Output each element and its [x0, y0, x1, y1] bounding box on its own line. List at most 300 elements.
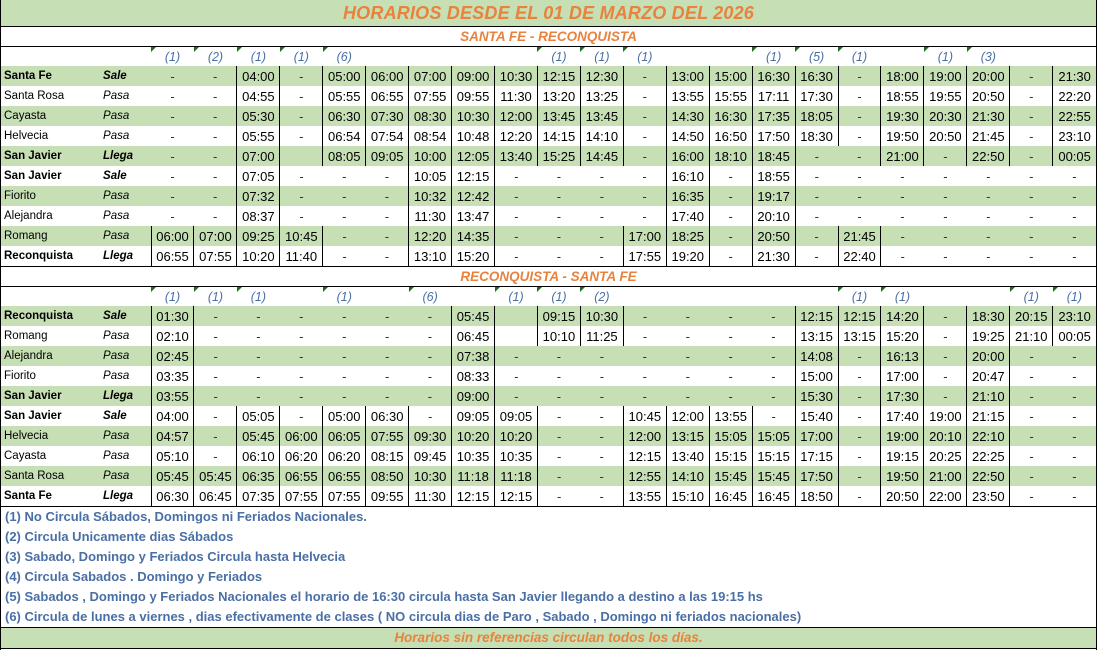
- time-cell: 06:55: [280, 466, 323, 486]
- time-cell: 10:30: [580, 306, 623, 326]
- time-cell: 22:50: [967, 146, 1010, 166]
- table-row: [1, 86, 1096, 106]
- station-name: Santa Fe: [1, 486, 101, 507]
- time-cell: -: [838, 186, 881, 206]
- time-cell: 09:55: [366, 486, 409, 507]
- time-cell: 12:05: [452, 146, 495, 166]
- station-name: Santa Rosa: [1, 466, 101, 486]
- table-row: [1, 426, 1096, 446]
- table-row: [1, 406, 1096, 426]
- time-cell: -: [323, 306, 366, 326]
- time-cell: -: [537, 486, 580, 507]
- time-cell: 08:30: [409, 106, 452, 126]
- time-cell: -: [1010, 446, 1053, 466]
- table-row: [1, 346, 1096, 366]
- stop-action: Pasa: [101, 186, 151, 206]
- time-cell: -: [924, 226, 967, 246]
- time-cell: 05:30: [237, 106, 280, 126]
- time-cell: -: [323, 226, 366, 246]
- station-name: San Javier: [1, 386, 101, 406]
- time-cell: 07:05: [237, 166, 280, 186]
- time-cell: -: [838, 146, 881, 166]
- time-cell: -: [881, 226, 924, 246]
- time-cell: -: [580, 346, 623, 366]
- time-cell: -: [1010, 426, 1053, 446]
- time-cell: 13:47: [452, 206, 495, 226]
- time-cell: -: [1029, 208, 1034, 224]
- time-cell: 15:55: [709, 86, 752, 106]
- time-cell: 13:15: [666, 426, 709, 446]
- time-cell: -: [194, 366, 237, 386]
- footnote-reference: [452, 287, 495, 306]
- time-cell: 16:13: [881, 346, 924, 366]
- time-cell: 09:00: [452, 386, 495, 406]
- time-cell: -: [213, 168, 218, 184]
- footnote: (2) Circula Unicamente dias Sábados: [5, 529, 234, 544]
- time-cell: -: [409, 346, 452, 366]
- time-cell: 12:15: [623, 446, 666, 466]
- time-cell: -: [1072, 408, 1077, 424]
- time-cell: 15:45: [709, 466, 752, 486]
- time-cell: 15:05: [752, 426, 795, 446]
- time-cell: -: [752, 346, 795, 366]
- table-row: [1, 146, 1096, 166]
- time-cell: 12:15: [795, 306, 838, 326]
- time-cell: -: [194, 446, 237, 466]
- footnote: (4) Circula Sabados . Domingo y Feriados: [5, 569, 263, 584]
- time-cell: -: [556, 368, 562, 384]
- time-cell: -: [495, 206, 538, 226]
- stop-action: Sale: [103, 170, 127, 182]
- time-cell: -: [838, 106, 881, 126]
- time-cell: 16:50: [709, 126, 752, 146]
- table-row: [1, 226, 1096, 246]
- time-cell: 10:30: [452, 106, 495, 126]
- time-cell: 06:00: [366, 66, 409, 86]
- station-name: Cayasta: [1, 106, 101, 126]
- time-cell: 16:45: [709, 486, 752, 507]
- footnote-reference: [881, 47, 924, 66]
- time-cell: 14:30: [666, 106, 709, 126]
- time-cell: -: [237, 386, 280, 406]
- time-cell: -: [599, 208, 605, 224]
- table-row: [1, 186, 1096, 206]
- time-cell: -: [1010, 346, 1053, 366]
- time-cell: 12:55: [623, 466, 666, 486]
- time-cell: 21:45: [967, 126, 1010, 146]
- stop-action: Llega: [101, 486, 151, 507]
- time-cell: 00:05: [1053, 326, 1096, 346]
- time-cell: 07:35: [237, 486, 280, 507]
- time-cell: -: [795, 206, 838, 226]
- time-cell: -: [709, 246, 752, 267]
- footnote: (6) Circula de lunes a viernes , dias efectivamente de clases ( NO circula dias de Paro , Sabado , Domingo ni feriados nacionales): [5, 609, 802, 624]
- time-cell: 10:30: [409, 466, 452, 486]
- time-cell: 19:25: [967, 326, 1010, 346]
- time-cell: 22:20: [1053, 86, 1096, 106]
- time-cell: -: [1010, 146, 1053, 166]
- time-cell: 08:37: [237, 206, 280, 226]
- time-cell: 06:55: [323, 466, 366, 486]
- station-name: Helvecia: [4, 130, 49, 142]
- time-cell: -: [771, 368, 776, 384]
- time-cell: -: [642, 208, 647, 224]
- time-cell: 21:10: [967, 386, 1010, 406]
- time-cell: 03:35: [151, 366, 194, 386]
- time-cell: [495, 326, 538, 346]
- time-cell: -: [666, 386, 709, 406]
- time-cell: 19:15: [881, 446, 924, 466]
- footnote-reference: [366, 47, 409, 66]
- time-cell: 16:30: [795, 66, 838, 86]
- time-cell: 20:25: [924, 446, 967, 466]
- time-cell: -: [623, 386, 666, 406]
- time-cell: -: [709, 306, 752, 326]
- time-cell: 12:42: [452, 186, 495, 206]
- time-cell: -: [1053, 226, 1096, 246]
- time-cell: 19:50: [881, 466, 924, 486]
- footnote-reference: (1): [838, 287, 881, 306]
- time-cell: -: [1053, 346, 1096, 366]
- time-cell: 13:45: [537, 106, 580, 126]
- table-row: [1, 66, 1096, 86]
- time-cell: -: [237, 306, 280, 326]
- time-cell: -: [924, 246, 967, 267]
- footnote-reference: (6): [409, 287, 452, 306]
- time-cell: 04:00: [237, 66, 280, 86]
- time-cell: -: [599, 448, 604, 464]
- time-cell: -: [709, 186, 752, 206]
- time-cell: -: [537, 346, 580, 366]
- table-row: [1, 386, 1096, 406]
- time-cell: 12:20: [495, 126, 538, 146]
- time-cell: -: [709, 226, 752, 246]
- time-cell: 17:00: [881, 366, 924, 386]
- time-cell: 07:30: [366, 106, 409, 126]
- time-cell: 12:15: [537, 66, 580, 86]
- station-name: Santa Fe: [1, 66, 101, 86]
- time-cell: -: [280, 106, 323, 126]
- time-cell: 03:55: [151, 386, 194, 406]
- time-cell: -: [838, 406, 881, 426]
- table-row: [1, 486, 1096, 507]
- time-cell: -: [623, 186, 666, 206]
- time-cell: -: [666, 306, 709, 326]
- footnote-reference: [366, 287, 409, 306]
- time-cell: -: [1010, 366, 1053, 386]
- time-cell: -: [580, 486, 623, 507]
- time-cell: 14:50: [666, 126, 709, 146]
- time-cell: 01:30: [151, 306, 194, 326]
- table-row: [1, 206, 1096, 226]
- time-cell: 20:50: [924, 126, 967, 146]
- time-cell: 13:20: [537, 86, 580, 106]
- time-cell: 21:30: [967, 106, 1010, 126]
- time-cell: -: [795, 226, 838, 246]
- stop-action: Pasa: [103, 130, 130, 142]
- blank-cell: [1, 47, 101, 66]
- time-cell: 09:25: [237, 226, 280, 246]
- time-cell: -: [580, 426, 623, 446]
- time-cell: -: [170, 168, 175, 184]
- time-cell: -: [900, 208, 905, 224]
- time-cell: -: [323, 186, 366, 206]
- footnote-reference: (1): [495, 287, 538, 306]
- time-cell: 20:30: [924, 106, 967, 126]
- time-cell: 15:10: [666, 486, 709, 507]
- time-cell: 23:50: [967, 486, 1010, 507]
- time-cell: -: [795, 186, 838, 206]
- footnote-reference: [795, 287, 838, 306]
- time-cell: 15:30: [795, 386, 838, 406]
- time-cell: 06:30: [323, 106, 366, 126]
- time-cell: -: [280, 306, 323, 326]
- time-cell: -: [986, 208, 991, 224]
- footnote-reference: (1): [838, 47, 881, 66]
- time-cell: -: [495, 166, 538, 186]
- time-cell: -: [642, 368, 647, 384]
- time-cell: -: [623, 86, 666, 106]
- time-cell: 06:55: [366, 86, 409, 106]
- timetable-section: [1, 27, 1096, 267]
- time-cell: 14:20: [881, 306, 924, 326]
- table-row: [1, 326, 1096, 346]
- time-cell: -: [623, 146, 666, 166]
- time-cell: 13:15: [838, 326, 881, 346]
- time-cell: -: [280, 206, 323, 226]
- time-cell: 20:00: [967, 66, 1010, 86]
- time-cell: -: [1010, 486, 1053, 507]
- time-cell: -: [366, 386, 409, 406]
- time-cell: 10:10: [537, 326, 580, 346]
- time-cell: 15:40: [795, 406, 838, 426]
- time-cell: 13:00: [666, 66, 709, 86]
- time-cell: 06:00: [151, 226, 194, 246]
- time-cell: 12:00: [495, 106, 538, 126]
- time-cell: -: [924, 146, 967, 166]
- time-cell: 09:05: [452, 406, 495, 426]
- time-cell: 06:10: [237, 446, 280, 466]
- time-cell: 17:35: [752, 106, 795, 126]
- time-cell: -: [580, 186, 623, 206]
- time-cell: -: [495, 366, 538, 386]
- time-cell: -: [237, 346, 280, 366]
- footnote: (5) Sabados , Domingo y Feriados Nacionales el horario de 16:30 circula hasta San Javier llegando a destino a las 19:15 hs: [5, 589, 763, 604]
- time-cell: -: [666, 346, 709, 366]
- time-cell: -: [623, 306, 666, 326]
- time-cell: -: [924, 326, 967, 346]
- time-cell: -: [384, 168, 390, 184]
- time-cell: 07:55: [194, 246, 237, 267]
- time-cell: -: [409, 306, 452, 326]
- time-cell: -: [838, 366, 881, 386]
- time-cell: -: [580, 246, 623, 267]
- time-cell: -: [495, 186, 538, 206]
- time-cell: -: [1010, 186, 1053, 206]
- station-name: Santa Rosa: [4, 90, 65, 102]
- time-cell: -: [838, 126, 881, 146]
- time-cell: 09:55: [452, 86, 495, 106]
- station-name: Helvecia: [1, 426, 101, 446]
- time-cell: -: [366, 346, 409, 366]
- footnote-reference-row: [1, 47, 1096, 66]
- time-cell: 07:00: [194, 226, 237, 246]
- time-cell: -: [623, 66, 666, 86]
- time-cell: 06:05: [323, 426, 366, 446]
- time-cell: -: [537, 446, 580, 466]
- time-cell: -: [194, 406, 237, 426]
- footnote-reference: (1): [924, 47, 967, 66]
- time-cell: 06:20: [280, 446, 323, 466]
- time-cell: 00:05: [1053, 146, 1096, 166]
- table-row: [1, 446, 1096, 466]
- time-cell: -: [495, 226, 538, 246]
- time-cell: -: [623, 326, 666, 346]
- time-cell: -: [256, 328, 261, 344]
- blank-cell: [101, 47, 151, 66]
- time-cell: -: [728, 328, 733, 344]
- footnote-reference: [752, 287, 795, 306]
- time-cell: 10:00: [409, 146, 452, 166]
- time-cell: -: [366, 306, 409, 326]
- time-cell: -: [280, 166, 323, 186]
- time-cell: -: [299, 368, 304, 384]
- time-cell: -: [881, 246, 924, 267]
- table-row: [1, 246, 1096, 267]
- time-cell: -: [170, 208, 175, 224]
- time-cell: 12:20: [409, 226, 452, 246]
- time-cell: 05:05: [237, 406, 280, 426]
- footnote-reference: (1): [280, 47, 323, 66]
- time-cell: 05:10: [151, 446, 194, 466]
- time-cell: -: [299, 328, 304, 344]
- footnote-reference: (3): [967, 47, 1010, 66]
- time-cell: -: [924, 346, 967, 366]
- time-cell: -: [1072, 448, 1077, 464]
- time-cell: 21:00: [881, 146, 924, 166]
- time-cell: -: [752, 386, 795, 406]
- footnote-reference: [623, 287, 666, 306]
- stop-action: Pasa: [103, 330, 130, 342]
- footnote-reference: [495, 47, 538, 66]
- time-cell: -: [857, 168, 862, 184]
- time-cell: -: [385, 368, 390, 384]
- time-cell: 14:10: [666, 466, 709, 486]
- time-cell: -: [771, 328, 776, 344]
- time-cell: 04:00: [151, 406, 194, 426]
- time-cell: -: [1072, 368, 1077, 384]
- footnote-reference: [709, 287, 752, 306]
- time-cell: 04:55: [237, 86, 280, 106]
- time-cell: -: [623, 346, 666, 366]
- time-cell: -: [795, 146, 838, 166]
- time-cell: -: [495, 386, 538, 406]
- time-cell: -: [752, 406, 795, 426]
- time-cell: -: [642, 168, 647, 184]
- time-cell: -: [384, 208, 390, 224]
- time-cell: 20:10: [752, 206, 795, 226]
- time-cell: 07:00: [409, 66, 452, 86]
- time-cell: -: [537, 406, 580, 426]
- time-cell: -: [1053, 466, 1096, 486]
- stop-action: Sale: [101, 306, 151, 326]
- time-cell: 07:54: [366, 126, 409, 146]
- time-cell: 05:00: [323, 406, 366, 426]
- time-cell: -: [280, 66, 323, 86]
- time-cell: 09:05: [495, 406, 538, 426]
- time-cell: -: [1010, 406, 1053, 426]
- time-cell: -: [967, 246, 1010, 267]
- time-cell: 10:35: [495, 446, 538, 466]
- time-cell: -: [1053, 486, 1096, 507]
- time-cell: 21:10: [1010, 326, 1053, 346]
- time-cell: 19:00: [881, 426, 924, 446]
- stop-action: Pasa: [103, 370, 130, 382]
- time-cell: 09:30: [409, 426, 452, 446]
- time-cell: 22:00: [924, 486, 967, 507]
- time-cell: -: [1053, 386, 1096, 406]
- time-cell: 20:50: [881, 486, 924, 507]
- time-cell: -: [194, 306, 237, 326]
- time-cell: 05:00: [323, 66, 366, 86]
- footnote-reference: (1): [237, 47, 280, 66]
- time-cell: -: [427, 328, 433, 344]
- station-name: Fiorito: [4, 370, 36, 382]
- stop-action: Pasa: [101, 426, 151, 446]
- time-cell: 06:30: [366, 406, 409, 426]
- time-cell: 12:30: [580, 66, 623, 86]
- time-cell: -: [537, 426, 580, 446]
- stop-action: Pasa: [101, 346, 151, 366]
- timetable-sections: [1, 27, 1096, 507]
- station-name: Romang: [4, 330, 48, 342]
- footnote-reference: [409, 47, 452, 66]
- time-cell: -: [1072, 168, 1077, 184]
- footnote-reference: [452, 47, 495, 66]
- time-cell: 13:40: [666, 446, 709, 466]
- time-cell: -: [709, 166, 752, 186]
- time-cell: 11:18: [495, 466, 538, 486]
- stop-action: Pasa: [103, 90, 130, 102]
- time-cell: -: [1053, 186, 1096, 206]
- time-cell: -: [537, 386, 580, 406]
- time-cell: -: [838, 386, 881, 406]
- footnote-reference: (1): [151, 47, 194, 66]
- time-cell: -: [556, 208, 562, 224]
- stop-action: Llega: [101, 386, 151, 406]
- time-cell: 20:10: [924, 426, 967, 446]
- footnote-reference: (1): [580, 47, 623, 66]
- time-cell: -: [323, 386, 366, 406]
- time-cell: 19:50: [881, 126, 924, 146]
- time-cell: 21:30: [1053, 66, 1096, 86]
- stop-action: Pasa: [103, 210, 130, 222]
- time-cell: -: [795, 166, 838, 186]
- footnote-reference: [709, 47, 752, 66]
- time-cell: -: [151, 146, 194, 166]
- time-cell: -: [924, 386, 967, 406]
- time-cell: 17:30: [795, 86, 838, 106]
- time-cell: 18:55: [752, 166, 795, 186]
- time-cell: -: [194, 186, 237, 206]
- time-cell: 10:30: [495, 66, 538, 86]
- time-cell: -: [151, 66, 194, 86]
- time-cell: -: [151, 106, 194, 126]
- time-cell: -: [556, 168, 562, 184]
- time-cell: -: [280, 126, 323, 146]
- time-cell: 19:20: [666, 246, 709, 267]
- time-cell: -: [256, 368, 261, 384]
